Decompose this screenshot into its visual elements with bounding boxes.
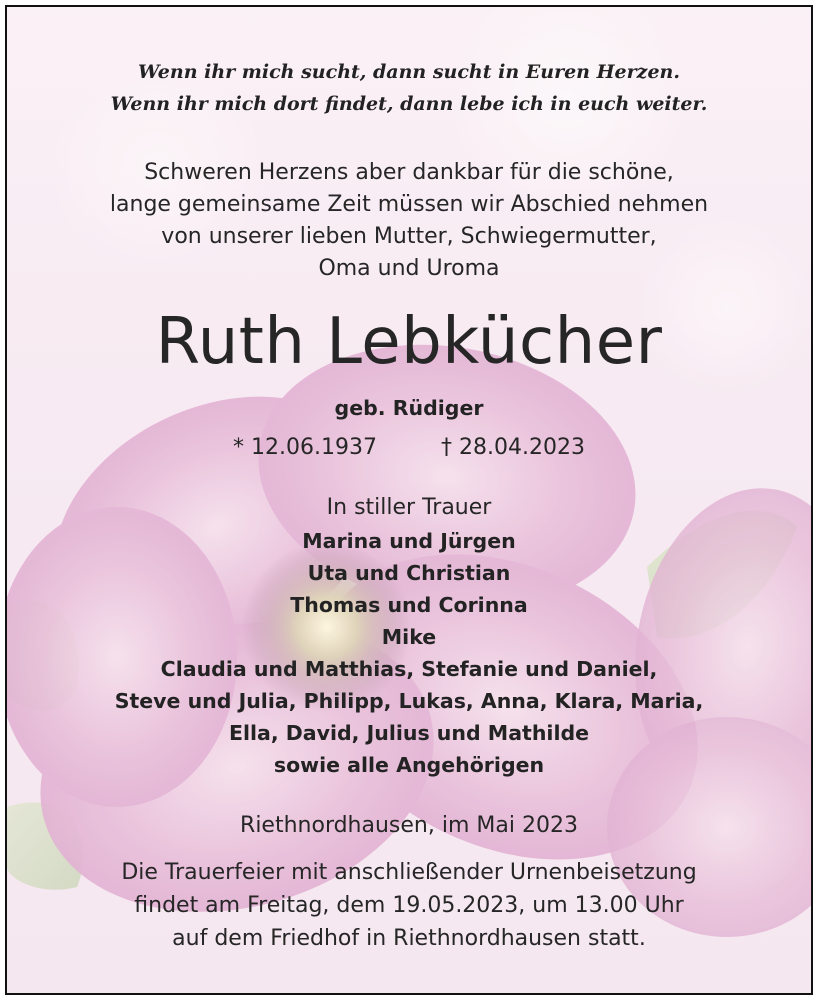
mourner-line-8: sowie alle Angehörigen <box>273 753 545 777</box>
motto-line-2: Wenn ihr mich dort findet, dann lebe ich in euch weiter. <box>110 93 708 115</box>
life-dates <box>7 435 811 460</box>
mourner-line-4: Mike <box>381 625 437 649</box>
intro-line-2: lange gemeinsame Zeit müssen wir Abschied nehmen <box>109 192 709 217</box>
birth-name: geb. Rüdiger <box>334 396 484 420</box>
intro-line-1: Schweren Herzens aber dankbar für die schöne, <box>144 160 674 185</box>
place-date: Riethnordhausen, im Mai 2023 <box>240 813 578 838</box>
mourner-line-3: Thomas und Corinna <box>290 593 528 617</box>
mourner-line-7: Ella, David, Julius und Mathilde <box>228 721 590 745</box>
ceremony-line-3: auf dem Friedhof in Riethnordhausen statt. <box>172 926 646 951</box>
mourner-line-1: Marina und Jürgen <box>302 529 516 553</box>
deceased-name: Ruth Lebkücher <box>155 305 663 379</box>
motto-line-1: Wenn ihr mich sucht, dann sucht in Euren Herzen. <box>138 61 680 83</box>
ceremony-line-1: Die Trauerfeier mit anschließender Urnenbeisetzung <box>121 860 697 885</box>
obituary-card <box>5 5 813 995</box>
mourner-line-5: Claudia und Matthias, Stefanie und Daniel, <box>160 657 658 681</box>
intro-line-4: Oma und Uroma <box>318 256 500 281</box>
mourner-line-6: Steve und Julia, Philipp, Lukas, Anna, Klara, Maria, <box>114 689 704 713</box>
ceremony-line-2: findet am Freitag, dem 19.05.2023, um 13.00 Uhr <box>134 893 684 918</box>
death-date: † 28.04.2023 <box>441 435 585 460</box>
mourner-line-2: Uta und Christian <box>307 561 511 585</box>
intro-line-3: von unserer lieben Mutter, Schwiegermutter, <box>161 224 657 249</box>
mourners-heading: In stiller Trauer <box>326 495 492 520</box>
birth-date: * 12.06.1937 <box>233 435 377 460</box>
obituary-text <box>7 7 811 993</box>
